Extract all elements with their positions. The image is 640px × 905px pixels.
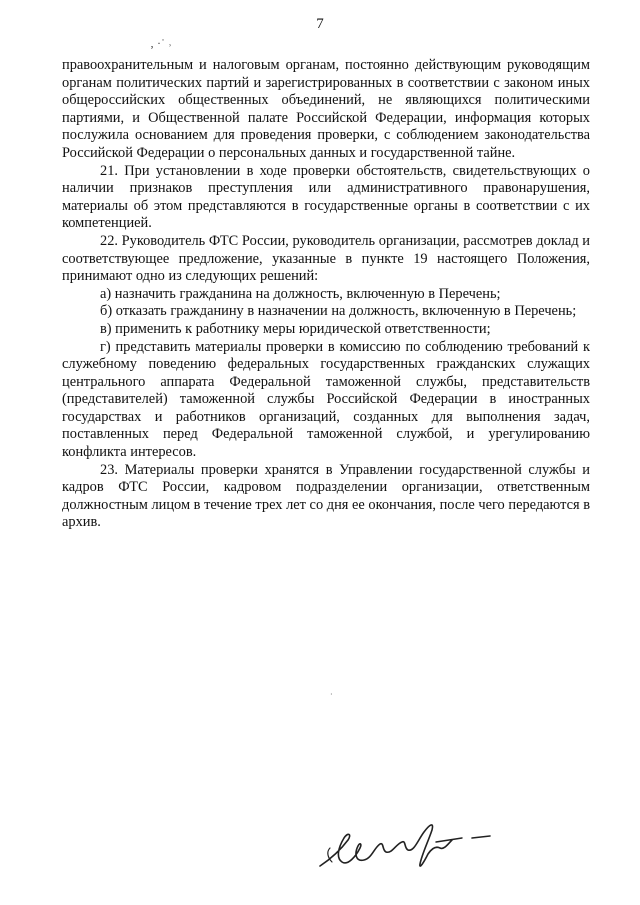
list-item-a: а) назначить гражданина на должность, включенную в Перечень; [100,285,501,302]
paragraph-continuation: правоохранительным и налоговым органам, постоянно действующим руководящим органам политических партий и зарегистрированных в соответствии с законом иных общероссийских общественных объединений, не являющихся политическими партиями, и Общественной палате Российской Федерации, информация которых послужила основанием для проведения проверки, с соблюдением законодательства Российской Федерации о персональных данных и государственной тайне. [62,57,590,161]
paragraph-22: 22. Руководитель ФТС России, руководитель организации, рассмотрев доклад и соответствующее предложение, указанные в пункте 19 настоящего Положения, принимают одно из следующих решений: [62,232,590,285]
list-item-g: г) представить материалы проверки в комиссию по соблюдению требований к служебному поведению федеральных государственных гражданских служащих центрального аппарата Федеральной таможенной службы, представительств (представителей) таможенной службы Российской Федерации в иностранных государствах и работников организаций, созданных для выполнения задач, поставленных перед Федеральной таможенной службой, и урегулированию конфликта интересов. [62,338,590,461]
paragraph-23: 23. Материалы проверки хранятся в Управлении государственной службы и кадров ФТС России, кадровом подразделении организации, ответственным должностным лицом в течение трех лет со дня ее окончания, после чего передаются в архив. [62,461,590,531]
list-item-v: в) применить к работнику меры юридической ответственности; [100,320,491,337]
list-item-b: б) отказать гражданину в назначении на должность, включенную в Перечень; [100,303,577,320]
signature [312,818,502,878]
paragraph-21: 21. При установлении в ходе проверки обстоятельств, свидетельствующих о наличии признаков преступления или административного правонарушения, материалы об этом представляются в государственные органы в соответствии с их компетенцией. [62,162,590,232]
scan-artifact: ‚ ·˙ ˒ [150,36,172,50]
document-body [62,57,590,532]
scan-dot: · [330,690,333,699]
page-number: 7 [316,16,324,32]
